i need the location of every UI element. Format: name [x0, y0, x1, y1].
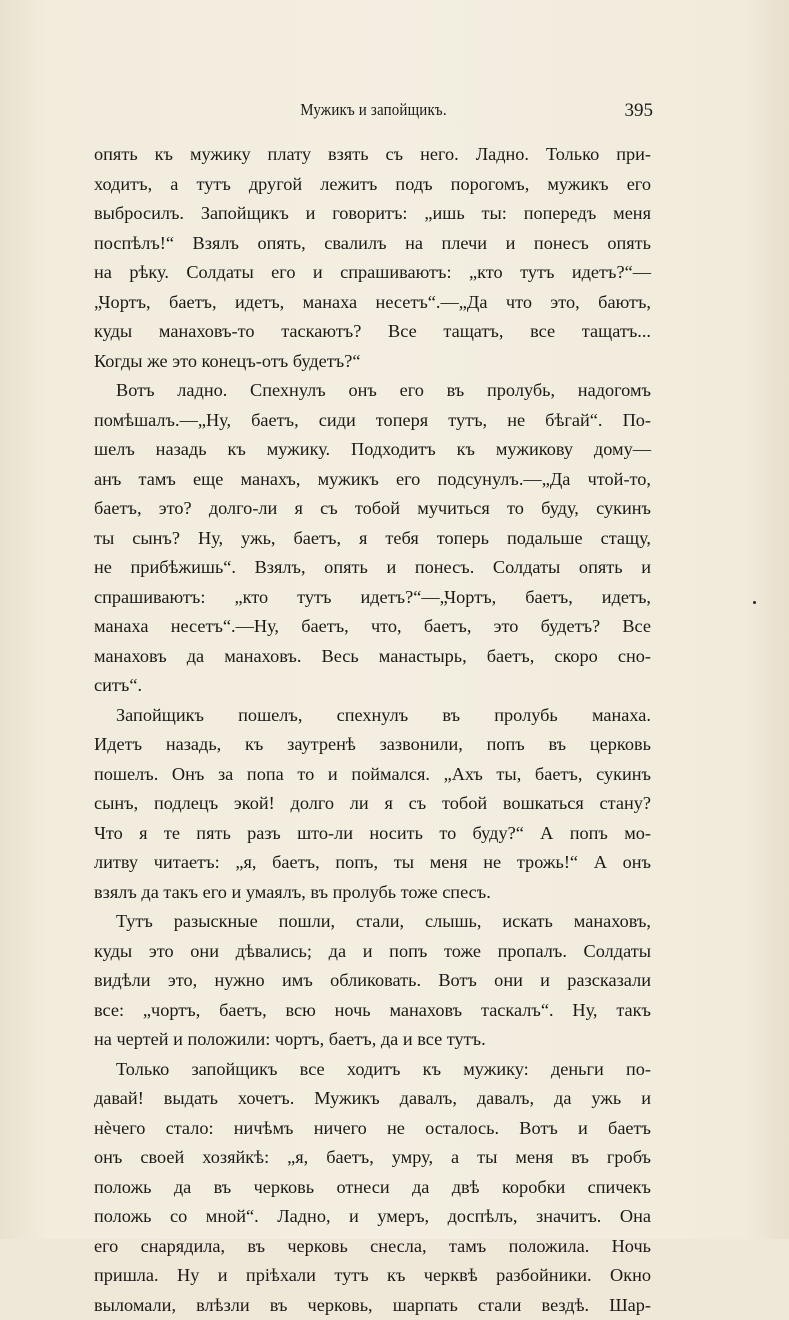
text-line: опять къ мужику плату взять съ него. Ладно. Только при- — [94, 140, 651, 170]
text-line: баетъ, это? долго-ли я съ тобой мучиться то буду, сукинъ — [94, 494, 651, 524]
text-line: Запойщикъ пошелъ, спехнулъ въ пролубь манаха. — [94, 701, 651, 731]
text-line: спрашиваютъ: „кто тутъ идетъ?“—„Чортъ, баетъ, идетъ, — [94, 583, 651, 613]
text-line: ты сынъ? Ну, ужь, баетъ, я тебя топерь подальше стащу, — [94, 524, 651, 554]
text-line: на рѣку. Солдаты его и спрашиваютъ: „кто тутъ идетъ?“— — [94, 258, 651, 288]
text-line: его снарядила, въ черковь снесла, тамъ положила. Ночь — [94, 1232, 651, 1262]
text-line: манаховъ да манаховъ. Весь манастырь, баетъ, скоро сно- — [94, 642, 651, 672]
text-line: положь со мной“. Ладно, и умеръ, доспѣлъ, значитъ. Она — [94, 1202, 651, 1232]
page-header — [94, 100, 653, 124]
body-text — [94, 140, 651, 1320]
text-line: видѣли это, нужно имъ обликовать. Вотъ они и разсказали — [94, 966, 651, 996]
text-line: пришла. Ну и пріѣхали тутъ къ черквѣ разбойники. Окно — [94, 1261, 651, 1291]
text-line: пошелъ. Онъ за попа то и поймался. „Ахъ ты, баетъ, сукинъ — [94, 760, 651, 790]
text-line: куды это они дѣвались; да и попъ тоже пропалъ. Солдаты — [94, 937, 651, 967]
text-line: Что я те пять разъ што-ли носить то буду?“ А попъ мо- — [94, 819, 651, 849]
text-line: сынъ, подлецъ экой! долго ли я съ тобой вошкаться стану? — [94, 789, 651, 819]
text-line: все: „чортъ, баетъ, всю ночь манаховъ таскалъ“. Ну, такъ — [94, 996, 651, 1026]
text-line: не прибѣжишь“. Взялъ, опять и понесъ. Солдаты опять и — [94, 553, 651, 583]
text-line: ситъ“. — [94, 671, 651, 701]
text-line: давай! выдать хочетъ. Мужикъ давалъ, давалъ, да ужь и — [94, 1084, 651, 1114]
text-line: литву читаетъ: „я, баетъ, попъ, ты меня не трожь!“ А онъ — [94, 848, 651, 878]
margin-mark — [753, 601, 756, 604]
text-line: выбросилъ. Запойщикъ и говоритъ: „ишь ты: попередъ меня — [94, 199, 651, 229]
text-line: поспѣлъ!“ Взялъ опять, свалилъ на плечи и понесъ опять — [94, 229, 651, 259]
text-line: шелъ назадь къ мужику. Подходитъ къ мужикову дому— — [94, 435, 651, 465]
text-line: выломали, влѣзли въ черковь, шарпать стали вездѣ. Шар- — [94, 1291, 651, 1320]
text-line: „Чортъ, баетъ, идетъ, манаха несетъ“.—„Да что это, баютъ, — [94, 288, 651, 318]
text-line: на чертей и положили: чортъ, баетъ, да и все тутъ. — [94, 1025, 651, 1055]
text-line: положь да въ черковь отнеси да двѣ коробки спичекъ — [94, 1173, 651, 1203]
text-line: Идетъ назадь, къ заутренѣ зазвонили, попъ въ церковь — [94, 730, 651, 760]
text-line: ходитъ, а тутъ другой лежитъ подъ порогомъ, мужикъ его — [94, 170, 651, 200]
text-line: Только запойщикъ все ходитъ къ мужику: деньги по- — [94, 1055, 651, 1085]
text-line: манаха несетъ“.—Ну, баетъ, что, баетъ, это будетъ? Все — [94, 612, 651, 642]
text-line: анъ тамъ еще манахъ, мужикъ его подсунулъ.—„Да чтой-то, — [94, 465, 651, 495]
text-line: Когды же это конецъ-отъ будетъ?“ — [94, 347, 651, 377]
text-line: онъ своей хозяйкѣ: „я, баетъ, умру, а ты меня въ гробъ — [94, 1143, 651, 1173]
text-line: помѣшалъ.—„Ну, баетъ, сиди топеря тутъ, не бѣгай“. По- — [94, 406, 651, 436]
text-line: куды манаховъ-то таскаютъ? Все тащатъ, все тащатъ... — [94, 317, 651, 347]
page-number: 395 — [625, 100, 654, 122]
text-line: нѐчего стало: ничѣмъ ничего не осталось. Вотъ и баетъ — [94, 1114, 651, 1144]
text-line: взялъ да такъ его и умаялъ, въ пролубь тоже спесъ. — [94, 878, 651, 908]
text-line: Вотъ ладно. Спехнулъ онъ его въ пролубь, надогомъ — [94, 376, 651, 406]
running-title: Мужикъ и запойщикъ. — [128, 100, 620, 120]
text-line: Тутъ разыскные пошли, стали, слышь, искать манаховъ, — [94, 907, 651, 937]
